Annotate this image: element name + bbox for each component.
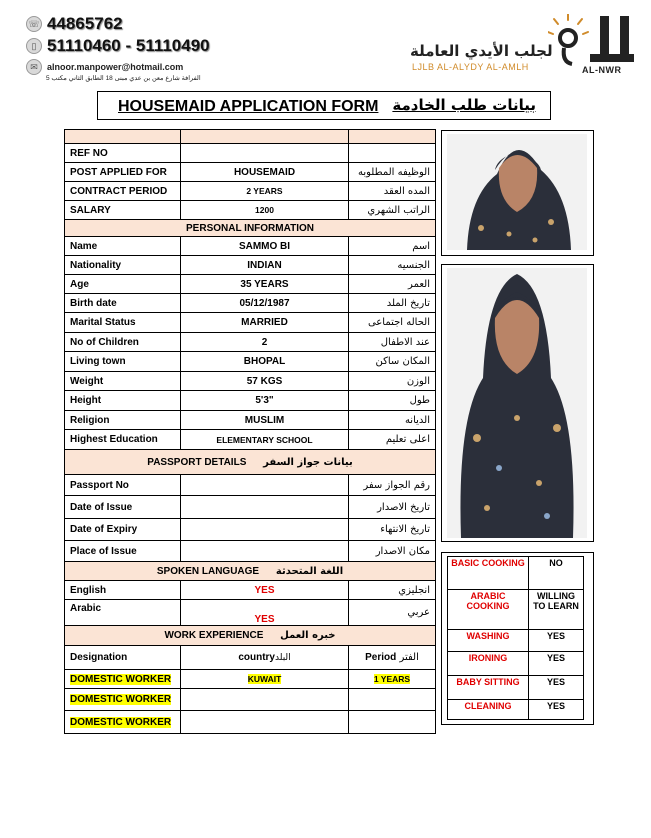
row-arabic: الوزن bbox=[349, 372, 436, 391]
skill-row bbox=[448, 652, 584, 676]
table-row bbox=[65, 475, 436, 496]
designation-value: DOMESTIC WORKER bbox=[70, 694, 172, 705]
experience-designation bbox=[65, 711, 181, 734]
table-row bbox=[65, 689, 436, 711]
row-label: Arabic bbox=[65, 600, 181, 626]
experience-period bbox=[349, 711, 436, 734]
row-label: No of Children bbox=[65, 333, 181, 352]
row-arabic: طول bbox=[349, 391, 436, 411]
full-body-photo bbox=[447, 268, 587, 538]
language-heading-ar: اللغة المتحدثة bbox=[275, 565, 344, 577]
row-arabic bbox=[349, 144, 436, 163]
portrait-photo bbox=[447, 134, 587, 250]
row-arabic: عند الاطفال bbox=[349, 333, 436, 352]
skill-name: BABY SITTING bbox=[448, 676, 529, 700]
table-row bbox=[65, 275, 436, 294]
skill-name: ARABIC COOKING bbox=[448, 590, 529, 630]
row-value: MARRIED bbox=[181, 313, 349, 333]
experience-country bbox=[181, 670, 349, 689]
form-title-arabic: بيانات طلب الخادمة bbox=[392, 96, 536, 114]
table-row bbox=[65, 313, 436, 333]
row-value: BHOPAL bbox=[181, 352, 349, 372]
phone-main: 44865762 bbox=[47, 14, 123, 33]
row-label: CONTRACT PERIOD bbox=[65, 182, 181, 201]
row-label: Birth date bbox=[65, 294, 181, 313]
row-value bbox=[181, 475, 349, 496]
row-arabic: عربي bbox=[349, 600, 436, 626]
row-value: 1200 bbox=[181, 201, 349, 220]
row-arabic: العمر bbox=[349, 275, 436, 294]
section-header-passport bbox=[65, 450, 436, 475]
row-value: 5'3" bbox=[181, 391, 349, 411]
email: alnoor.manpower@hotmail.com bbox=[47, 62, 184, 72]
experience-heading-en: WORK EXPERIENCE bbox=[164, 630, 264, 641]
address: الفرافة شارع معن بن عدي مبنى 18 الطابق الثاني مكتب 5 bbox=[46, 75, 201, 82]
row-label: Religion bbox=[65, 411, 181, 430]
row-label: Age bbox=[65, 275, 181, 294]
experience-header-row bbox=[65, 646, 436, 670]
form-title-box bbox=[97, 91, 551, 120]
form-title-english: HOUSEMAID APPLICATION FORM bbox=[118, 98, 379, 115]
row-value: SAMMO BI bbox=[181, 237, 349, 256]
table-row bbox=[65, 256, 436, 275]
mail-icon: ✉ bbox=[26, 59, 42, 75]
experience-heading-ar: خبره العمل bbox=[280, 630, 336, 641]
skill-name: CLEANING bbox=[448, 700, 529, 720]
row-label: Weight bbox=[65, 372, 181, 391]
designation-value: DOMESTIC WORKER bbox=[70, 716, 172, 728]
skill-row bbox=[448, 630, 584, 652]
skill-name: BASIC COOKING bbox=[448, 557, 529, 590]
experience-heading bbox=[65, 626, 436, 646]
contact-phone-alt bbox=[26, 36, 210, 56]
country-value: KUWAIT bbox=[247, 674, 282, 684]
table-row bbox=[65, 430, 436, 450]
skill-value: NO bbox=[529, 557, 584, 590]
period-value: 1 YEARS bbox=[373, 674, 411, 684]
logo-english-name: LJLB AL-ALYDY AL-AMLH bbox=[412, 62, 529, 72]
table-row bbox=[65, 711, 436, 734]
row-value bbox=[181, 519, 349, 541]
row-value: ELEMENTARY SCHOOL bbox=[181, 430, 349, 450]
row-arabic: اسم bbox=[349, 237, 436, 256]
row-label: Highest Education bbox=[65, 430, 181, 450]
passport-heading-en: PASSPORT DETAILS bbox=[147, 456, 247, 468]
row-arabic: الجنسيه bbox=[349, 256, 436, 275]
row-arabic: الحاله اجتماعى bbox=[349, 313, 436, 333]
row-arabic: تاريخ الاصدار bbox=[349, 496, 436, 519]
table-row bbox=[65, 163, 436, 182]
table-row bbox=[65, 541, 436, 562]
skill-value: YES bbox=[529, 652, 584, 676]
passport-heading-ar: بيانات جواز السفر bbox=[263, 456, 353, 468]
table-row bbox=[65, 201, 436, 220]
table-row bbox=[65, 144, 436, 163]
contact-phone-main bbox=[26, 14, 123, 34]
country-header bbox=[181, 646, 349, 670]
row-arabic: المكان ساكن bbox=[349, 352, 436, 372]
country-header-ar: البلد bbox=[275, 653, 291, 663]
country-header-en: country bbox=[238, 652, 275, 663]
designation-value: DOMESTIC WORKER bbox=[70, 673, 172, 685]
skill-row bbox=[448, 590, 584, 630]
period-header-en: Period bbox=[365, 652, 397, 663]
row-value: YES bbox=[181, 600, 349, 626]
row-arabic: مكان الاصدار bbox=[349, 541, 436, 562]
table-row bbox=[65, 391, 436, 411]
table-row bbox=[65, 581, 436, 600]
skill-value: YES bbox=[529, 700, 584, 720]
row-label: Passport No bbox=[65, 475, 181, 496]
skill-name: IRONING bbox=[448, 652, 529, 676]
skill-name: WASHING bbox=[448, 630, 529, 652]
row-value: HOUSEMAID bbox=[181, 163, 349, 182]
logo-arabic-name: لجلب الأيدي العاملة bbox=[410, 42, 553, 60]
experience-period bbox=[349, 670, 436, 689]
row-label: Living town bbox=[65, 352, 181, 372]
experience-country bbox=[181, 711, 349, 734]
row-value bbox=[181, 541, 349, 562]
skill-value: YES bbox=[529, 630, 584, 652]
row-label: REF NO bbox=[65, 144, 181, 163]
row-value: 2 bbox=[181, 333, 349, 352]
row-value bbox=[181, 496, 349, 519]
logo-brand: AL-NWR bbox=[582, 65, 622, 75]
passport-heading bbox=[65, 450, 436, 475]
row-arabic: تاريخ الملد bbox=[349, 294, 436, 313]
table-row bbox=[65, 519, 436, 541]
row-arabic: الراتب الشهري bbox=[349, 201, 436, 220]
mobile-icon: ▯ bbox=[26, 38, 42, 54]
experience-country bbox=[181, 689, 349, 711]
row-label: Nationality bbox=[65, 256, 181, 275]
skills-table bbox=[447, 556, 584, 720]
row-label: Height bbox=[65, 391, 181, 411]
row-value: YES bbox=[181, 581, 349, 600]
skill-value: YES bbox=[529, 676, 584, 700]
table-row bbox=[65, 237, 436, 256]
row-label: Date of Issue bbox=[65, 496, 181, 519]
row-label: POST APPLIED FOR bbox=[65, 163, 181, 182]
section-header-experience bbox=[65, 626, 436, 646]
row-label: English bbox=[65, 581, 181, 600]
row-label: Marital Status bbox=[65, 313, 181, 333]
row-value bbox=[181, 144, 349, 163]
table-row bbox=[65, 600, 436, 626]
row-arabic: المده العقد bbox=[349, 182, 436, 201]
experience-period bbox=[349, 689, 436, 711]
row-value: MUSLIM bbox=[181, 411, 349, 430]
section-header-personal bbox=[65, 220, 436, 237]
table-row bbox=[65, 670, 436, 689]
row-arabic: رقم الجواز سفر bbox=[349, 475, 436, 496]
row-value: 2 YEARS bbox=[181, 182, 349, 201]
personal-heading: PERSONAL INFORMATION bbox=[65, 220, 436, 237]
designation-header: Designation bbox=[65, 646, 181, 670]
section-header-language bbox=[65, 562, 436, 581]
row-value: INDIAN bbox=[181, 256, 349, 275]
table-row bbox=[65, 294, 436, 313]
row-arabic: تاريخ الانتهاء bbox=[349, 519, 436, 541]
language-heading bbox=[65, 562, 436, 581]
table-row bbox=[65, 352, 436, 372]
phone-alt: 51110460 - 51110490 bbox=[47, 36, 210, 55]
application-table bbox=[64, 129, 436, 734]
row-arabic: الوظيفه المطلوبه bbox=[349, 163, 436, 182]
row-value: 05/12/1987 bbox=[181, 294, 349, 313]
table-row bbox=[65, 333, 436, 352]
row-label: Name bbox=[65, 237, 181, 256]
contact-email bbox=[26, 59, 183, 75]
table-row bbox=[65, 411, 436, 430]
experience-designation bbox=[65, 670, 181, 689]
row-arabic: اعلى تعليم bbox=[349, 430, 436, 450]
row-value: 35 YEARS bbox=[181, 275, 349, 294]
skill-value: WILLING TO LEARN bbox=[529, 590, 584, 630]
phone-icon: ☏ bbox=[26, 16, 42, 32]
skill-row bbox=[448, 700, 584, 720]
table-row bbox=[65, 496, 436, 519]
skill-row bbox=[448, 557, 584, 590]
row-arabic: الديانه bbox=[349, 411, 436, 430]
table-row bbox=[65, 182, 436, 201]
row-label: SALARY bbox=[65, 201, 181, 220]
period-header bbox=[349, 646, 436, 670]
top-band-row bbox=[65, 130, 436, 144]
row-label: Date of Expiry bbox=[65, 519, 181, 541]
skill-row bbox=[448, 676, 584, 700]
row-value: 57 KGS bbox=[181, 372, 349, 391]
table-row bbox=[65, 372, 436, 391]
row-arabic: انجليزي bbox=[349, 581, 436, 600]
row-label: Place of Issue bbox=[65, 541, 181, 562]
language-heading-en: SPOKEN LANGUAGE bbox=[156, 565, 260, 577]
experience-designation bbox=[65, 689, 181, 711]
period-header-ar: الفتر bbox=[399, 652, 419, 663]
